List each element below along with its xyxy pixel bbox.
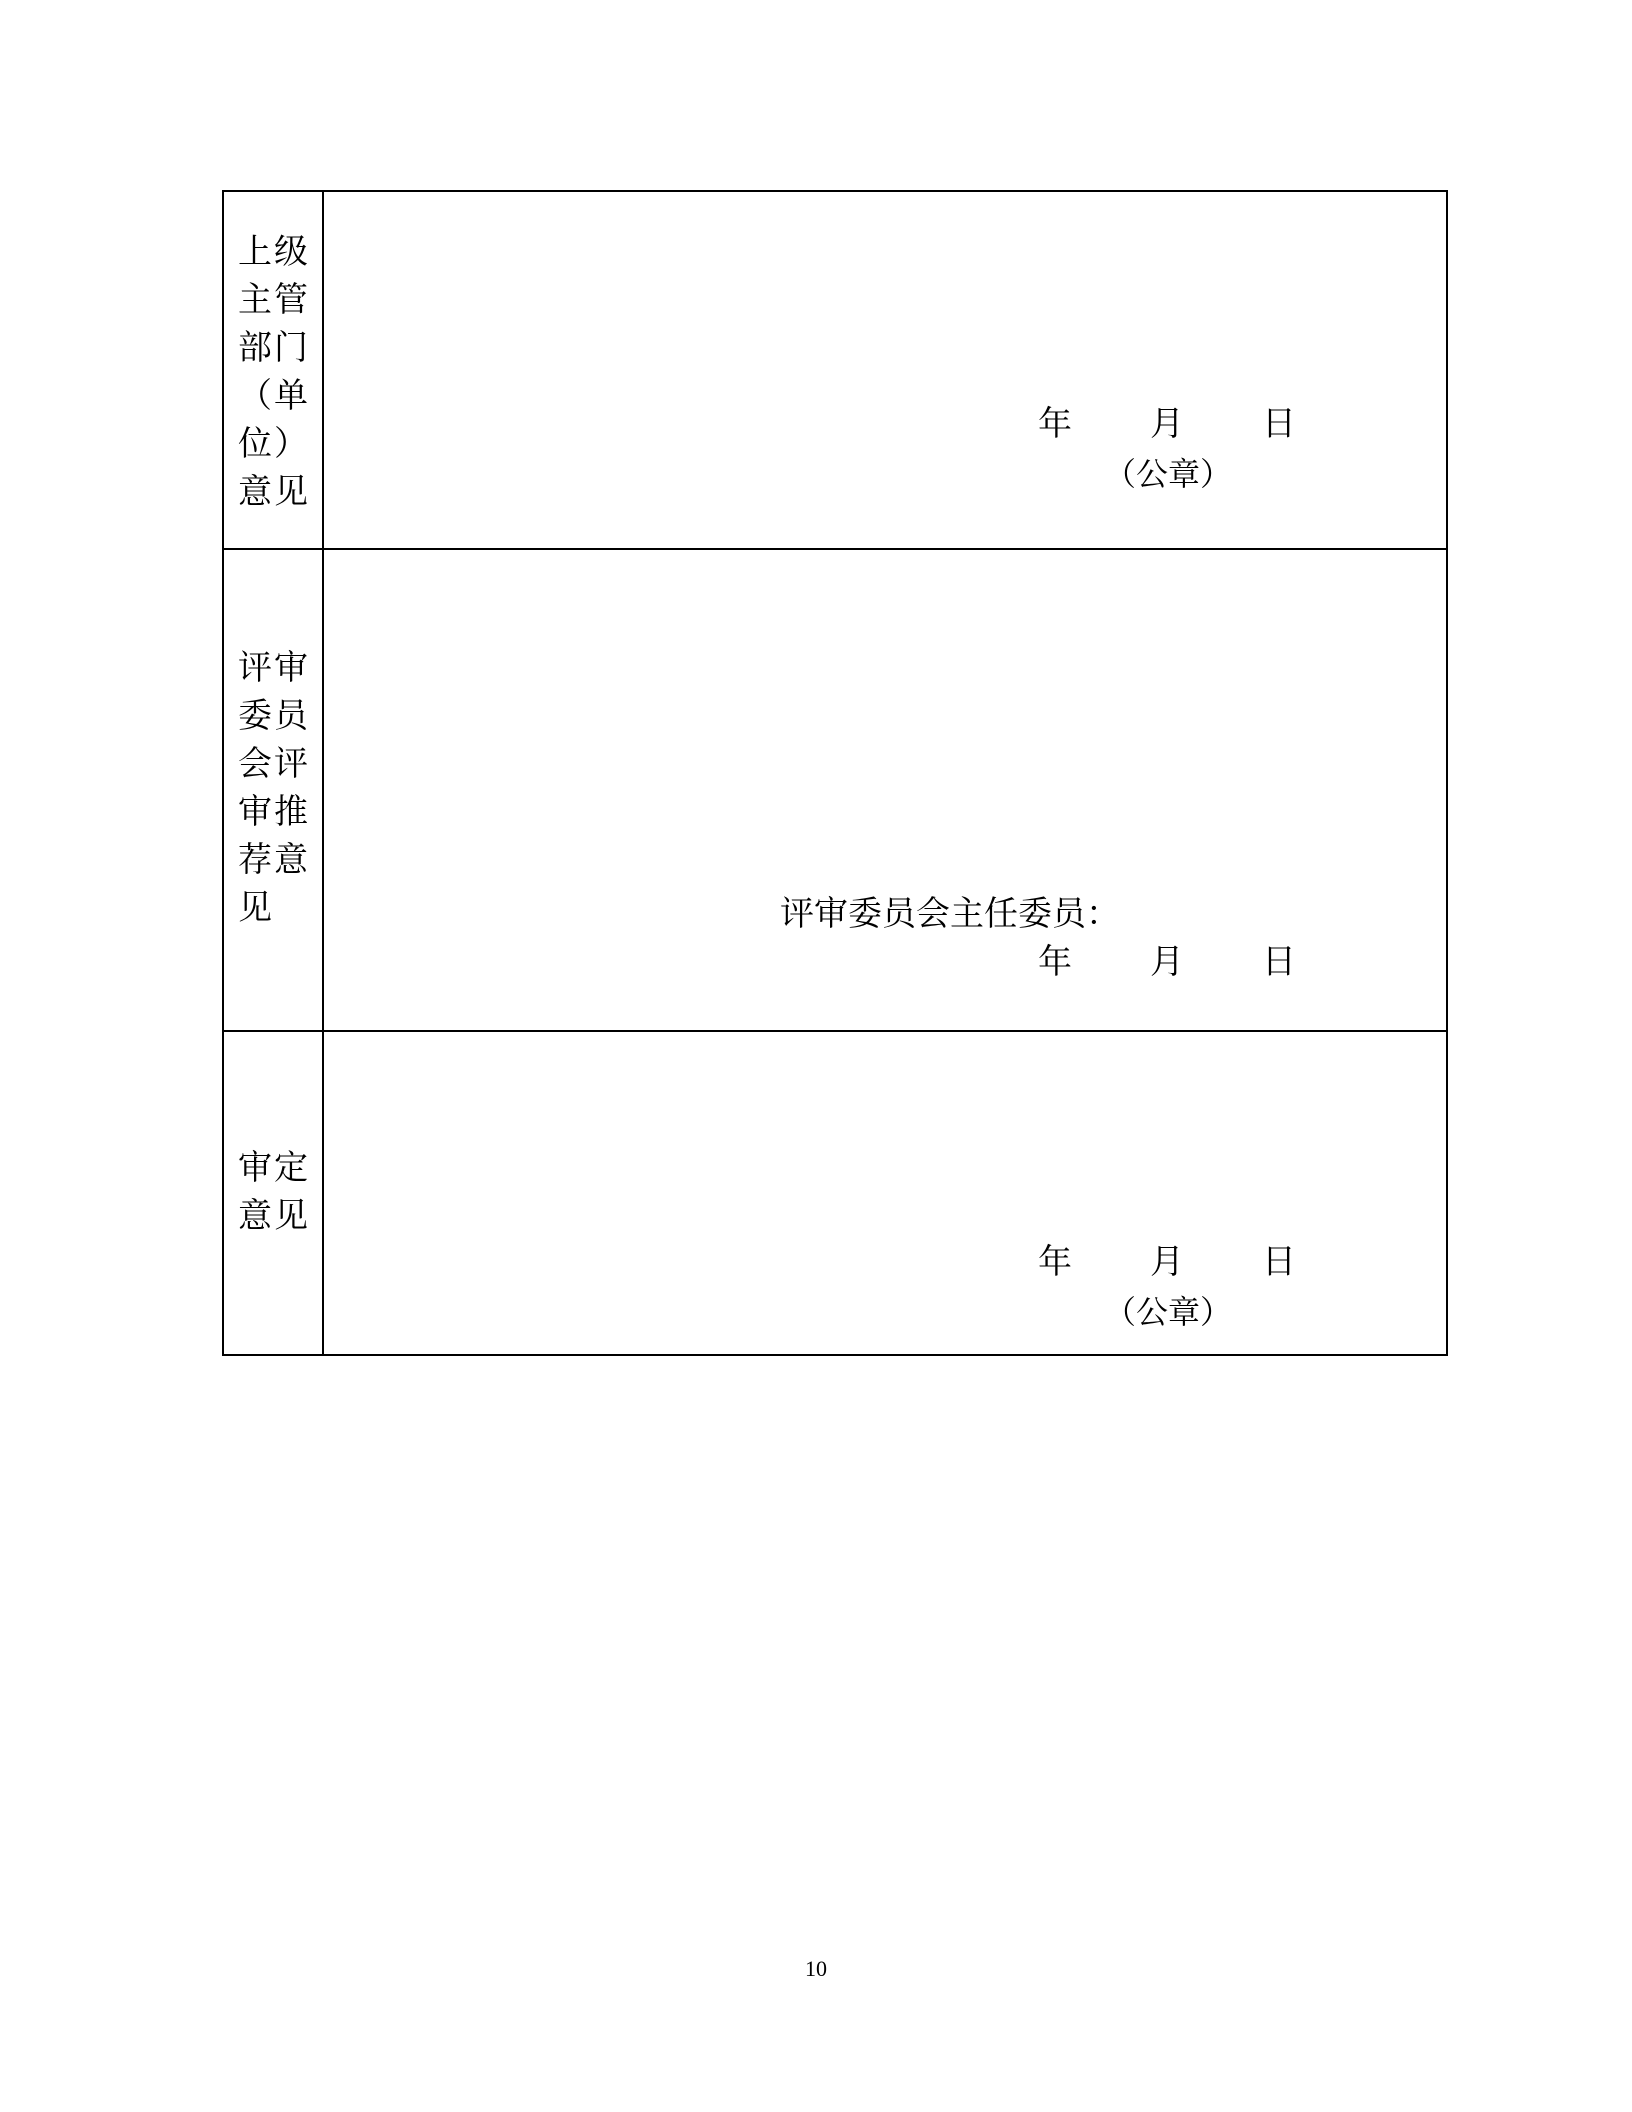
day-label: 日 xyxy=(1262,942,1296,982)
day-label: 日 xyxy=(1262,404,1296,444)
page-number: 10 xyxy=(805,1956,827,1981)
label-cell xyxy=(224,550,324,1030)
approval-form-table xyxy=(222,190,1448,1356)
row-label-superior-department: 上级主管部门（单位）意见 xyxy=(238,232,310,512)
year-label: 年 xyxy=(1038,404,1072,444)
opinion-area-superior-department[interactable] xyxy=(324,192,1446,548)
form-row-final-approval xyxy=(224,1032,1446,1354)
month-label: 月 xyxy=(1150,942,1184,982)
month-label: 月 xyxy=(1150,404,1184,444)
official-seal-label: （公章） xyxy=(1104,1293,1233,1331)
opinion-area-final-approval[interactable] xyxy=(324,1032,1446,1354)
day-label: 日 xyxy=(1262,1242,1296,1282)
label-cell xyxy=(224,1032,324,1354)
year-label: 年 xyxy=(1038,1242,1072,1282)
row-label-review-committee: 评审委员会评审推荐意见 xyxy=(238,648,310,928)
opinion-area-review-committee[interactable] xyxy=(324,550,1446,1030)
form-row-superior-department xyxy=(224,192,1446,550)
month-label: 月 xyxy=(1150,1242,1184,1282)
row-label-final-approval: 审定意见 xyxy=(238,1148,310,1236)
label-cell xyxy=(224,192,324,548)
year-label: 年 xyxy=(1038,942,1072,982)
committee-chair-signature-label: 评审委员会主任委员： xyxy=(780,894,1120,934)
official-seal-label: （公章） xyxy=(1104,455,1233,493)
form-row-review-committee xyxy=(224,550,1446,1032)
